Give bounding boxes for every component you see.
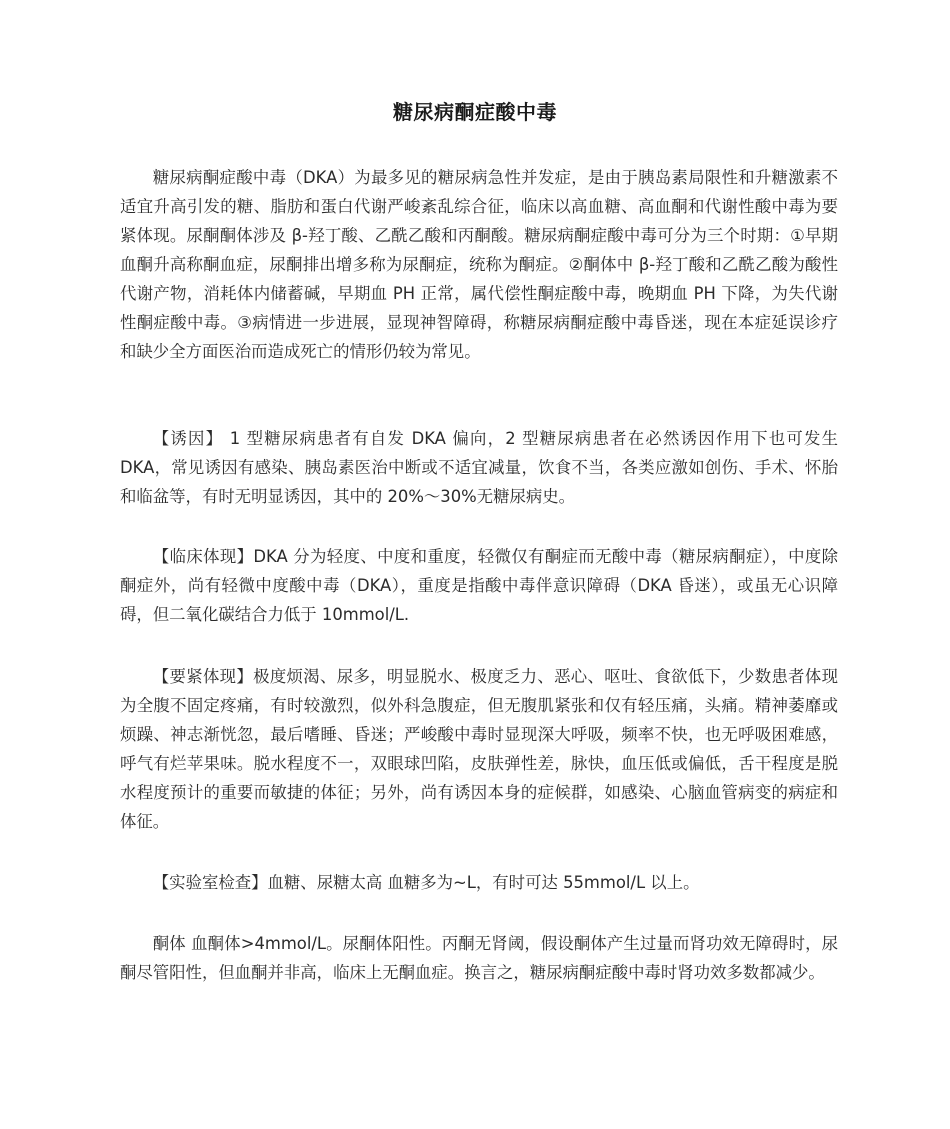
paragraph-lab-tests: 【实验室检查】血糖、尿糖太高 血糖多为~L，有时可达 55mmol/L 以上。 <box>152 873 700 892</box>
paragraph-main-symptoms: 【要紧体现】极度烦渴、尿多，明显脱水、极度乏力、恶心、呕吐、食欲低下，少数患者体现为全腹不固定疼痛，有时较激烈，似外科急腹症，但无腹肌紧张和仅有轻压痛，头痛。精神萎靡或烦躁、神志渐恍忽，最后嗜睡、昏迷；严峻酸中毒时显现深大呼吸，频率不快，也无呼吸困难感，呼气有烂苹果味。脱水程度不一，双眼球凹陷，皮肤弹性差，脉快，血压低或偏低，舌干程度是脱水程度预计的重要而敏捷的体征；另外，尚有诱因本身的症候群，如感染、心脑血管病变的病症和体征。 <box>120 667 838 831</box>
paragraph-clinical-presentation: 【临床体现】DKA 分为轻度、中度和重度，轻微仅有酮症而无酸中毒（糖尿病酮症），中度除酮症外，尚有轻微中度酸中毒（DKA），重度是指酸中毒伴意识障碍（DKA 昏迷），或虽无心识障碍，但二氧化碳结合力低于 10mmol/L. <box>120 547 838 624</box>
paragraph-causes: 【诱因】 1 型糖尿病患者有自发 DKA 偏向，2 型糖尿病患者在必然诱因作用下也可发生 DKA，常见诱因有感染、胰岛素医治中断或不适宜减量，饮食不当，各类应激如创伤、手术、怀胎和临盆等，有时无明显诱因，其中的 20%～30%无糖尿病史。 <box>120 429 838 506</box>
paragraph-ketones: 酮体 血酮体>4mmol/L。尿酮体阳性。丙酮无肾阈，假设酮体产生过量而肾功效无障碍时，尿酮尽管阳性，但血酮并非高，临床上无酮血症。换言之，糖尿病酮症酸中毒时肾功效多数都减少。 <box>120 934 838 982</box>
document-title: 糖尿病酮症酸中毒 <box>393 100 557 124</box>
paragraph-overview: 糖尿病酮症酸中毒（DKA）为最多见的糖尿病急性并发症，是由于胰岛素局限性和升糖激素不适宜升高引发的糖、脂肪和蛋白代谢严峻紊乱综合征，临床以高血糖、高血酮和代谢性酸中毒为要紧体现。尿酮酮体涉及 β-羟丁酸、乙酰乙酸和丙酮酸。糖尿病酮症酸中毒可分为三个时期：①早期血酮升高称酮血症，尿酮排出增多称为尿酮症，统称为酮症。②酮体中 β-羟丁酸和乙酰乙酸为酸性代谢产物，消耗体内储蓄碱，早期血 PH 正常，属代偿性酮症酸中毒，晚期血 PH 下降，为失代谢性酮症酸中毒。③病情进一步进展，显现神智障碍，称糖尿病酮症酸中毒昏迷，现在本症延误诊疗和缺少全方面医治而造成死亡的情形仍较为常见。 <box>120 168 838 361</box>
